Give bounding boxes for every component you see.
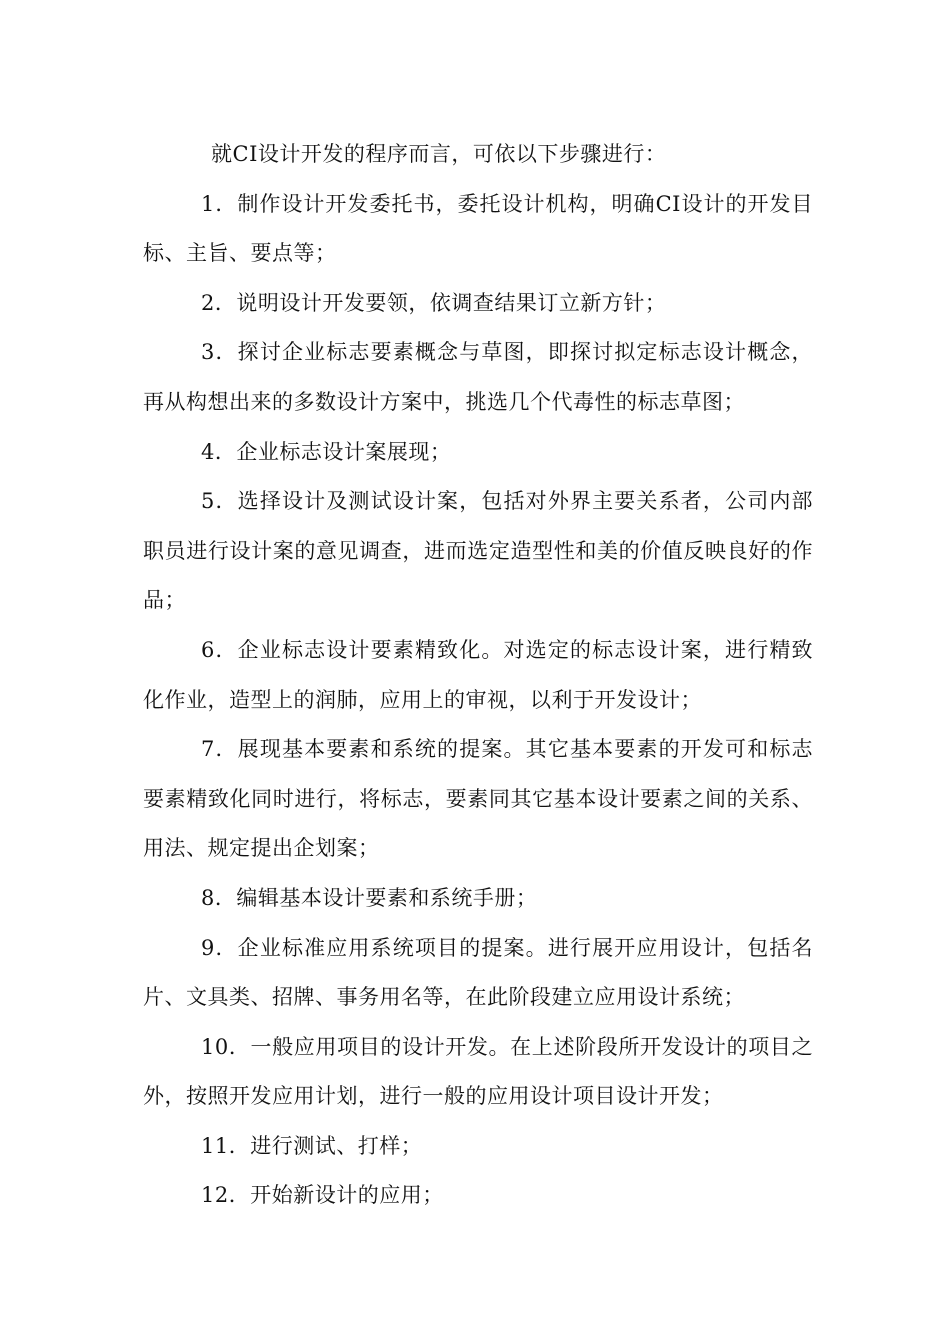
- step-10: 10．一般应用项目的设计开发。在上述阶段所开发设计的项目之外，按照开发应用计划，进行一般的应用设计项目设计开发；: [143, 1034, 813, 1109]
- step-1: 1．制作设计开发委托书，委托设计机构，明确CI设计的开发目标、主旨、要点等；: [143, 191, 813, 266]
- step-3: 3．探讨企业标志要素概念与草图，即探讨拟定标志设计概念，再从构想出来的多数设计方案中，挑选几个代毒性的标志草图；: [143, 340, 813, 414]
- step-8: 8．编辑基本设计要素和系统手册；: [201, 885, 538, 910]
- step-2: 2．说明设计开发要领，依调查结果订立新方针；: [201, 290, 667, 315]
- step-9: 9．企业标准应用系统项目的提案。进行展开应用设计，包括名片、文具类、招牌、事务用名等，在此阶段建立应用设计系统；: [143, 935, 813, 1010]
- intro-paragraph: 就CI设计开发的程序而言，可依以下步骤进行：: [211, 142, 667, 166]
- step-6: 6．企业标志设计要素精致化。对选定的标志设计案，进行精致化作业，造型上的润肺，应用上的审视，以利于开发设计；: [143, 637, 813, 712]
- step-5: 5．选择设计及测试设计案，包括对外界主要关系者，公司内部职员进行设计案的意见调查，进而选定造型性和美的价值反映良好的作品；: [143, 489, 813, 613]
- document-body: [143, 130, 813, 1221]
- step-12: 12．开始新设计的应用；: [201, 1183, 444, 1208]
- step-4: 4．企业标志设计案展现；: [201, 439, 452, 464]
- step-7: 7．展现基本要素和系统的提案。其它基本要素的开发可和标志要素精致化同时进行，将标志，要素同其它基本设计要素之间的关系、用法、规定提出企划案；: [143, 737, 813, 861]
- step-11: 11．进行测试、打样；: [201, 1133, 423, 1158]
